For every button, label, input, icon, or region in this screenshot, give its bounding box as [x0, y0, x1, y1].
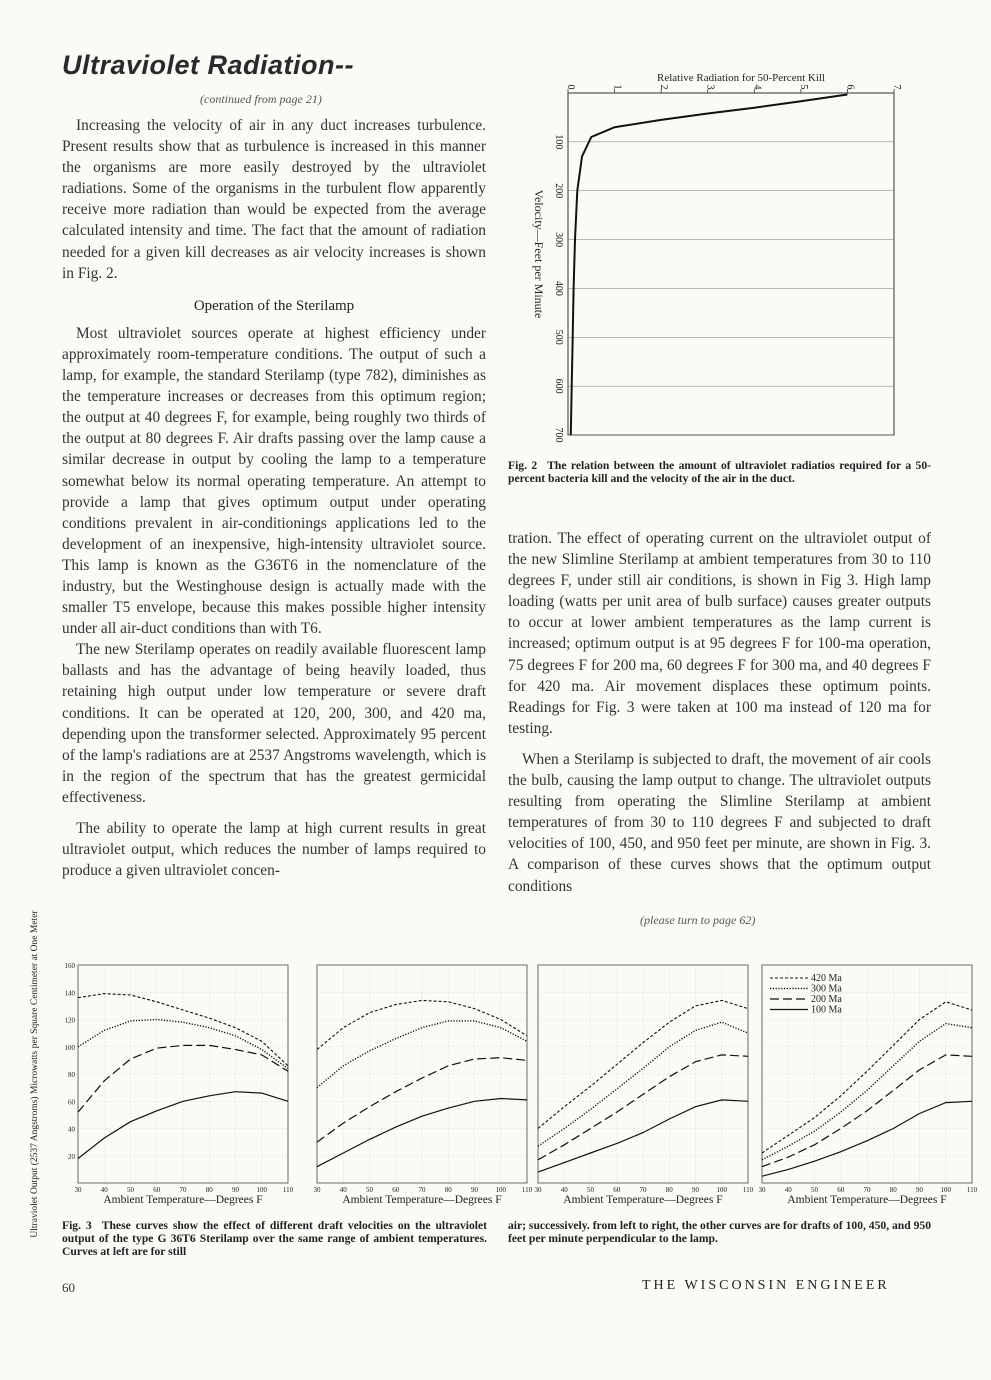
fig3-x-tick-label: 80: [444, 1186, 452, 1194]
fig3-x-tick-label: 70: [863, 1186, 871, 1194]
fig2-y-tick-label: 200: [553, 183, 564, 199]
fig2-curve: [571, 95, 848, 436]
fig3-x-tick-label: 40: [339, 1186, 347, 1194]
fig3-panel: [759, 965, 978, 1206]
fig2-title: Relative Radiation for 50-Percent Kill: [656, 72, 826, 84]
fig3-legend-label: 420 Ma: [811, 973, 842, 984]
fig3-x-tick-label: 30: [534, 1186, 542, 1194]
fig3-x-tick-label: 40: [100, 1186, 108, 1194]
fig3-x-tick-label: 70: [179, 1186, 187, 1194]
fig3-y-tick-label: 80: [68, 1071, 75, 1079]
fig2-caption-text: The relation between the amount of ultraviolet radiatios required for a 50-percent bacteria kill and the velocity of the air in the duct.: [508, 459, 931, 485]
fig2-x-tick-label: 3: [704, 84, 716, 90]
fig3-y-tick-label: 120: [64, 1016, 75, 1025]
fig3-x-tick-label: 80: [205, 1186, 213, 1194]
paragraph: The new Sterilamp operates on readily available fluorescent lamp ballasts and has the advantage of being heavily loaded, thus retaining high output under low temperature or severe draft conditions. It can be operated at 120, 200, 300, and 420 ma, depending upon the transformer selected. Approximately 95 percent of the lamp's radiations are at 2537 Angstroms wavelength, which is in the region of the spectrum that has the greatest germicidal effectiveness.: [62, 641, 486, 806]
fig2-x-tick-label: 2: [658, 84, 670, 90]
fig3-curve: [762, 1101, 972, 1176]
paragraph: The ability to operate the lamp at high current results in great ultraviolet output, which reduces the number of lamps required to produce a given ultraviolet concen-: [62, 820, 486, 880]
fig3-caption-left: [62, 1219, 487, 1258]
fig3-x-tick-label: 40: [784, 1186, 792, 1194]
fig3-x-tick-label: 80: [665, 1186, 673, 1194]
turn-note: (please turn to page 62): [640, 913, 756, 927]
fig3-x-tick-label: 70: [639, 1186, 647, 1194]
fig3-legend-label: 200 Ma: [811, 994, 842, 1005]
fig3-x-tick-label: 100: [256, 1186, 267, 1194]
fig3-x-tick-label: 110: [521, 1186, 533, 1194]
fig2-x-tick-label: 0: [565, 84, 576, 90]
paragraph: When a Sterilamp is subjected to draft, the movement of air cools the bulb, causing the lamp output to change. The ultraviolet outputs resulting from operating the Slimline Sterilamp at ambient temperatures of from 30 to 110 degrees F and subjected to draft velocities of 100, 450, and 950 feet per minute, are shown in Fig. 3. A comparison of these curves shows that the optimum output conditions: [508, 750, 931, 895]
fig3-x-tick-label: 40: [560, 1186, 568, 1194]
fig2-x-tick-label: 4: [751, 84, 763, 90]
fig3-x-tick-label: 100: [940, 1186, 951, 1194]
paragraph: Most ultraviolet sources operate at highest efficiency under approximately room-temperature conditions. The output of such a lamp, for example, the standard Sterilamp (type 782), diminishes as the temperature increases or decreases from this optimum region; the output at 40 degrees F, for example, being roughly two thirds of the output at 80 degrees F. Air drafts passing over the lamp cause a similar decrease in output by cooling the lamp to a temperature somewhat below its normal operating temperature. An attempt to provide a lamp that gives optimum output under operating conditions prevalent in air-conditionings applications led to the development of an inexpensive, high-intensity ultraviolet source. This lamp is known as the G36T6 in the nomenclature of the industry, but the Westinghouse design is actually made with the smaller T5 envelope, because this makes possible higher intensity under all air-duct conditions than with T6.: [62, 324, 486, 638]
fig3-x-tick-label: 60: [613, 1186, 621, 1194]
fig3-curve: [317, 1099, 527, 1167]
fig3-y-tick-label: 60: [68, 1098, 75, 1107]
fig3-y-tick-label: 100: [64, 1043, 75, 1052]
fig3-x-tick-label: 50: [811, 1186, 818, 1194]
fig3-x-tick-label: 30: [74, 1186, 82, 1194]
fig3-curve: [538, 1055, 748, 1160]
fig2-y-tick-label: 700: [553, 427, 564, 443]
continued-note: (continued from page 21): [200, 92, 322, 106]
fig3-x-tick-label: 50: [587, 1186, 594, 1194]
fig2-y-axis-label: Velocity—Feet per Minute: [532, 189, 546, 319]
fig3-x-tick-label: 50: [127, 1186, 134, 1194]
paragraph: Increasing the velocity of air in any duct increases turbulence. Present results show that as turbulence is increased in this manner the organisms are more easily destroyed by the ultraviolet radiations. Some of the organisms in the turbulent flow apparently receive more radiation than would be expected from the average calculated intensity and time. The fact that the amount of radiation needed for a given kill decreases as air velocity increases is shown in Fig. 2.: [62, 117, 486, 282]
paragraph: tration. The effect of operating current on the ultraviolet output of the new Slimline Sterilamp at ambient temperatures from 30 to 110 degrees F, under still air conditions, is shown in Fig 3. High lamp loading (watts per unit area of bulb surface) causes greater outputs to occur at lower ambient temperatures as the lamp current is increased; optimum output is at 95 degrees F for 100-ma operation, 75 degrees F for 200 ma, 60 degrees F for 300 ma, and 40 degrees F for 420 ma. Air movement displaces these optimum points. Readings for Fig. 3 were taken at 100 ma instead of 120 ma for testing.: [508, 530, 931, 737]
fig3-x-tick-label: 100: [495, 1186, 506, 1194]
fig3-x-tick-label: 30: [313, 1186, 321, 1194]
fig3-x-tick-label: 90: [232, 1186, 239, 1194]
fig3-panel: [535, 965, 754, 1206]
right-column: [508, 528, 931, 897]
fig3-panel: [65, 962, 294, 1206]
fig2-plot-frame: [568, 93, 894, 435]
fig3-x-tick-label: 80: [889, 1186, 897, 1194]
fig3-legend-label: 100 Ma: [811, 1004, 842, 1016]
fig2-caption: [508, 459, 931, 485]
fig3-x-tick-label: 70: [418, 1186, 426, 1194]
fig3-x-tick-label: 90: [471, 1186, 478, 1194]
fig3-y-tick-label: 140: [64, 989, 75, 998]
fig3-x-tick-label: 110: [966, 1186, 978, 1194]
fig3-x-tick-label: 90: [916, 1186, 923, 1194]
fig3-curve: [78, 1045, 288, 1112]
fig2-y-tick-label: 400: [553, 280, 564, 296]
fig3-x-tick-label: 100: [716, 1186, 727, 1194]
fig2-x-tick-label: 6: [844, 84, 856, 90]
fig3-y-tick-label: 20: [68, 1152, 75, 1161]
article-title: Ultraviolet Radiation--: [62, 50, 355, 80]
fig3-x-tick-label: 90: [692, 1186, 699, 1194]
fig3-x-tick-label: 60: [392, 1186, 400, 1194]
fig3-panel: [314, 965, 533, 1206]
fig3-curve: [762, 1024, 972, 1160]
fig3-x-axis-label: Ambient Temperature—Degrees F: [787, 1194, 947, 1206]
fig3-curve: [538, 1022, 748, 1146]
fig2-y-tick-label: 100: [553, 134, 564, 150]
fig3-x-tick-label: 110: [742, 1186, 754, 1194]
fig3-x-tick-label: 60: [153, 1186, 161, 1194]
fig3-x-axis-label: Ambient Temperature—Degrees F: [342, 1194, 502, 1206]
fig2-y-tick-label: 300: [553, 232, 564, 248]
fig2-chart: [505, 65, 935, 455]
fig3-x-tick-label: 110: [282, 1186, 294, 1194]
section-heading: Operation of the Sterilamp: [193, 297, 355, 314]
fig3-caption-text: These curves show the effect of different draft velocities on the ultraviolet output of the type G 36T6 Sterilamp over the same range of ambient temperatures. Curves at left are for still: [62, 1219, 487, 1258]
left-column: [62, 115, 486, 881]
fig3-legend-label: 300 Ma: [811, 983, 842, 995]
fig2-caption-label: Fig. 2: [508, 459, 538, 472]
fig2-x-tick-label: 1: [611, 84, 623, 90]
fig3-x-axis-label: Ambient Temperature—Degrees F: [563, 1194, 723, 1206]
fig3-y-tick-label: 160: [64, 962, 75, 970]
fig3-x-tick-label: 50: [366, 1186, 373, 1194]
fig2-y-tick-label: 500: [553, 329, 564, 345]
fig2-x-tick-label: 5: [797, 84, 809, 90]
fig3-x-tick-label: 60: [837, 1186, 845, 1194]
journal-name: THE WISCONSIN ENGINEER: [642, 1278, 890, 1293]
fig2-y-tick-label: 600: [553, 378, 564, 394]
fig3-caption-right: air; successively. from left to right, the other curves are for drafts of 100, 450, and 950 feet per minute perpendicular to the lamp.: [508, 1219, 931, 1245]
fig3-caption-label: Fig. 3: [62, 1219, 92, 1232]
fig3-curve: [317, 1000, 527, 1049]
fig3-x-tick-label: 30: [758, 1186, 766, 1194]
fig2-x-tick-label: 7: [891, 84, 902, 90]
fig3-x-axis-label: Ambient Temperature—Degrees F: [103, 1194, 263, 1206]
fig3-y-axis-label: Ultraviolet Output (2537 Angstroms) Microwatts per Square Centimeter at One Meter: [30, 910, 40, 1238]
fig3-y-tick-label: 40: [68, 1125, 75, 1134]
page-number: 60: [62, 1280, 75, 1295]
